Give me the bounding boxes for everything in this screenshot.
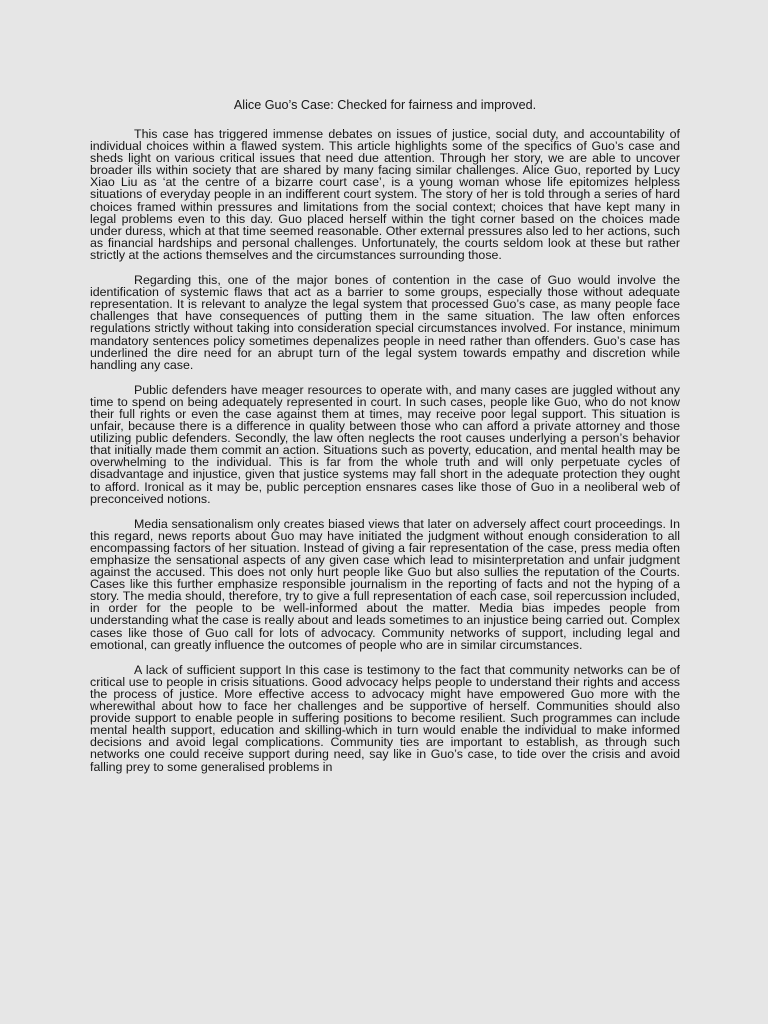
paragraph-2: Regarding this, one of the major bones of contention in the case of Guo would involve the identification of systemic flaws that act as a barrier to some groups, especially those without adequate representation. It is relevant to analyze the legal system that processed Guo’s case, as many people face challenges that have consequences of putting them in the same situation. The law often enforces regulations strictly without taking into consideration special circumstances involved. For instance, minimum mandatory sentences policy sometimes depenalizes people in need rather than offenders. Guo’s case has underlined the dire need for an abrupt turn of the legal system towards empathy and discretion while handling any case. bbox=[90, 273, 680, 372]
paragraph-5: A lack of sufficient support In this case is testimony to the fact that community networks can be of critical use to people in crisis situations. Good advocacy helps people to understand their rights and access the process of justice. More effective access to advocacy might have empowered Guo more with the wherewithal about how to face her challenges and be supportive of herself. Communities should also provide support to enable people in suffering positions to become resilient. Such programmes can include mental health support, education and skilling-which in turn would enable the individual to make informed decisions and avoid legal complications. Community ties are important to establish, as through such networks one could receive support during need, say like in Guo’s case, to tide over the crisis and avoid falling prey to some generalised problems in bbox=[90, 662, 680, 774]
document-title: Alice Guo’s Case: Checked for fairness and improved. bbox=[233, 98, 537, 112]
paragraph-3: Public defenders have meager resources to operate with, and many cases are juggled without any time to spend on being adequately represented in court. In such cases, people like Guo, who do not know their full rights or even the case against them at times, may receive poor legal support. This situation is unfair, because there is a difference in quality between those who can afford a private attorney and those utilizing public defenders. Secondly, the law often neglects the root causes underlying a person’s behavior that initially made them commit an action. Situations such as poverty, education, and mental health may be overwhelming to the individual. This is far from the whole truth and will only perpetuate cycles of disadvantage and injustice, given that justice systems may fall short in the adequate protection they ought to afford. Ironical as it may be, public perception ensnares cases like those of Guo in a neoliberal web of preconceived notions. bbox=[90, 382, 680, 506]
paragraph-4: Media sensationalism only creates biased views that later on adversely affect court proceedings. In this regard, news reports about Guo may have initiated the judgment without enough consideration to all encompassing factors of her situation. Instead of giving a fair representation of the case, press media often emphasize the sensational aspects of any given case which lead to misinterpretation and unfair judgment against the accused. This does not only hurt people like Guo but also sullies the reputation of the Courts. Cases like this further emphasize responsible journalism in the reporting of facts and not the hyping of a story. The media should, therefore, try to give a full representation of each case, soil repercussion included, in order for the people to be well-informed about the matter. Media bias impedes people from understanding what the case is really about and leads sometimes to an injustice being carried out. Complex cases like those of Guo call for lots of advocacy. Community networks of support, including legal and emotional, can greatly influence the outcomes of people who are in similar circumstances. bbox=[90, 516, 680, 652]
paragraph-1: This case has triggered immense debates on issues of justice, social duty, and accountability of individual choices within a flawed system. This article highlights some of the specifics of Guo’s case and sheds light on various critical issues that need due attention. Through her story, we are able to uncover broader ills within society that are shared by many facing similar challenges. Alice Guo, reported by Lucy Xiao Liu as ‘at the centre of a bizarre court case’, is a young woman whose life epitomizes helpless situations of everyday people in an indifferent court system. The story of her is told through a series of hard choices framed within pressures and limitations from the social context; choices that have kept many in legal problems even to this day. Guo placed herself within the tight corner based on the choices made under duress, which at that time seemed reasonable. Other external pressures also led to her actions, such as financial hardships and personal challenges. Unfortunately, the courts seldom look at these but rather strictly at the actions themselves and the circumstances surrounding those. bbox=[90, 127, 680, 262]
